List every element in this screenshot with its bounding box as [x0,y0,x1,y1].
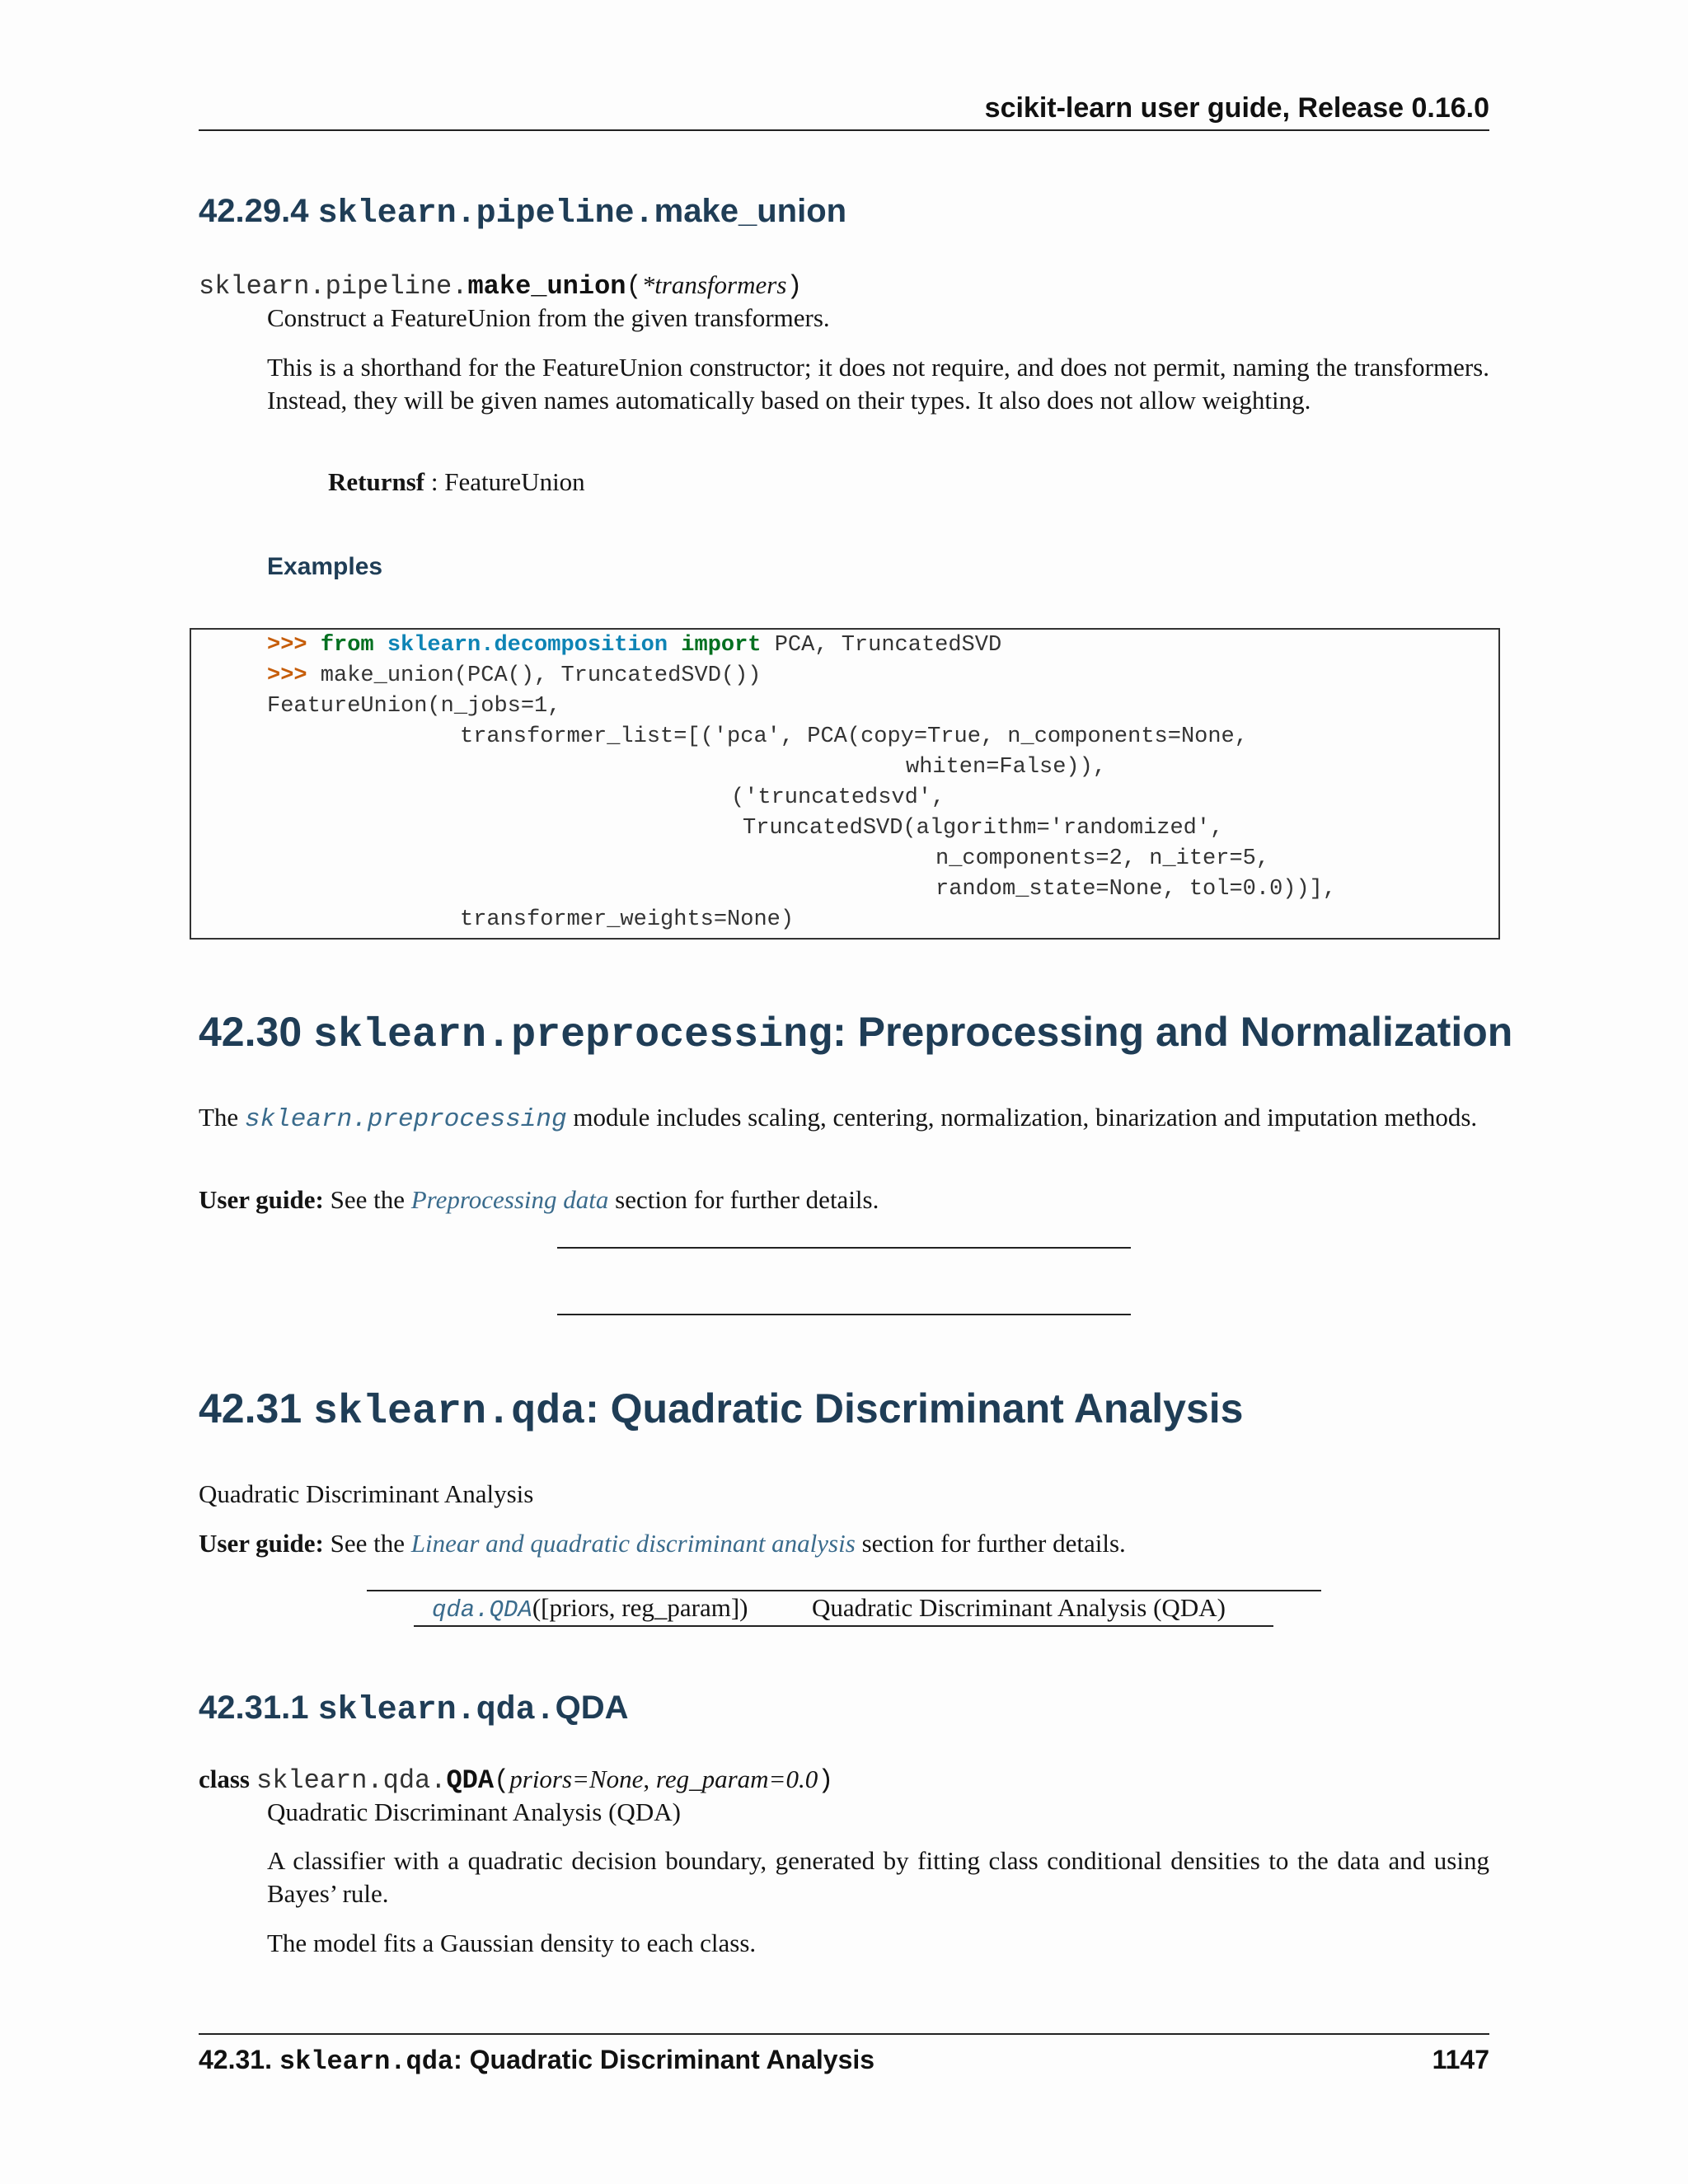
heading-tail: make_union [654,193,847,229]
section-number: 42.29.4 [199,193,309,229]
qda-class-link[interactable]: qda.QDA [432,1596,532,1624]
footer-rule [199,2033,1489,2035]
heading-code: sklearn.qda. [317,1692,556,1729]
returns-value: : FeatureUnion [424,467,585,496]
page-number: 1147 [1432,2045,1489,2074]
code-line: >>> make_union(PCA(), TruncatedSVD()) [267,663,762,688]
sig-open: ( [626,271,642,302]
code-line: transformer_list=[('pca', PCA(copy=True, n_components=None, [460,724,1248,749]
qda-args: ([priors, reg_param]) [532,1593,748,1622]
sig-name: QDA [446,1765,495,1796]
heading-tail: : Preprocessing and Normalization [832,1009,1513,1055]
function-signature [199,269,803,302]
function-description: This is a shorthand for the FeatureUnion constructor; it does not require, and does not permit, naming the transformers. Instead, they will be given names automatically based on their types. It also does not allow weighting. [267,353,1489,415]
table-rule [557,1247,1131,1249]
sig-prefix: sklearn.pipeline. [199,271,468,302]
class-summary: Quadratic Discriminant Analysis (QDA) [267,1797,681,1826]
preprocessing-intro: The sklearn.preprocessing module includes scaling, centering, normalization, binarization and imputation methods. [199,1103,1478,1134]
qda-user-guide: User guide: See the Linear and quadratic discriminant analysis section for further details. [199,1529,1126,1558]
code-line: transformer_weights=None) [460,907,795,932]
lda-qda-link[interactable]: Linear and quadratic discriminant analysis [410,1529,856,1558]
class-signature: class sklearn.qda.QDA(priors=None, reg_param=0.0) [199,1765,834,1796]
sig-close: ) [786,271,803,302]
sig-class-keyword: class [199,1765,250,1793]
class-description-2: The model fits a Gaussian density to each class. [267,1929,757,1957]
summary-table-row [432,1591,748,1627]
code-line: random_state=None, tol=0.0))], [935,877,1337,902]
preprocessing-data-link[interactable]: Preprocessing data [410,1185,609,1214]
section-heading-make-union [199,193,846,232]
section-heading-qda-class [199,1690,629,1729]
sig-prefix: sklearn.qda. [256,1765,447,1796]
section-number: 42.30 [199,1009,302,1055]
heading-tail: QDA [555,1690,629,1726]
qda-intro: Quadratic Discriminant Analysis [199,1479,534,1508]
sig-param: *transformers [641,270,787,299]
code-line: >>> from sklearn.decomposition import PCA, TruncatedSVD [267,633,1002,658]
function-summary: Construct a FeatureUnion from the given transformers. [267,303,830,332]
heading-code: sklearn.preprocessing [313,1012,833,1059]
section-number: 42.31 [199,1385,302,1432]
running-footer: 42.31. sklearn.qda: Quadratic Discriminant Analysis [199,2045,875,2077]
heading-code: sklearn.pipeline. [317,195,654,232]
code-line: TruncatedSVD(algorithm='randomized', [743,816,1224,841]
examples-heading: Examples [267,553,383,580]
heading-code: sklearn.qda [313,1389,586,1436]
code-line: ('truncatedsvd', [731,785,945,810]
sig-name: make_union [467,271,626,302]
code-line: n_components=2, n_iter=5, [935,846,1270,871]
section-number: 42.31.1 [199,1690,309,1726]
summary-table-desc: Quadratic Discriminant Analysis (QDA) [812,1593,1226,1622]
table-rule [414,1625,1273,1627]
class-description: A classifier with a quadratic decision boundary, generated by fitting class conditional densities to the data and using Bayes’ rule. [267,1846,1489,1908]
returns-line [328,466,585,499]
section-heading-qda [199,1385,1243,1436]
section-heading-preprocessing [199,1008,1512,1059]
heading-tail: : Quadratic Discriminant Analysis [585,1385,1244,1432]
returns-label: Returnsf [328,467,425,496]
running-header: scikit-learn user guide, Release 0.16.0 [984,92,1489,124]
module-link[interactable]: sklearn.preprocessing [244,1105,567,1134]
code-line: whiten=False)), [906,755,1107,780]
header-rule [199,129,1489,131]
table-rule [557,1314,1131,1315]
code-line: FeatureUnion(n_jobs=1, [267,694,561,719]
preprocessing-user-guide: User guide: See the Preprocessing data section for further details. [199,1185,879,1214]
